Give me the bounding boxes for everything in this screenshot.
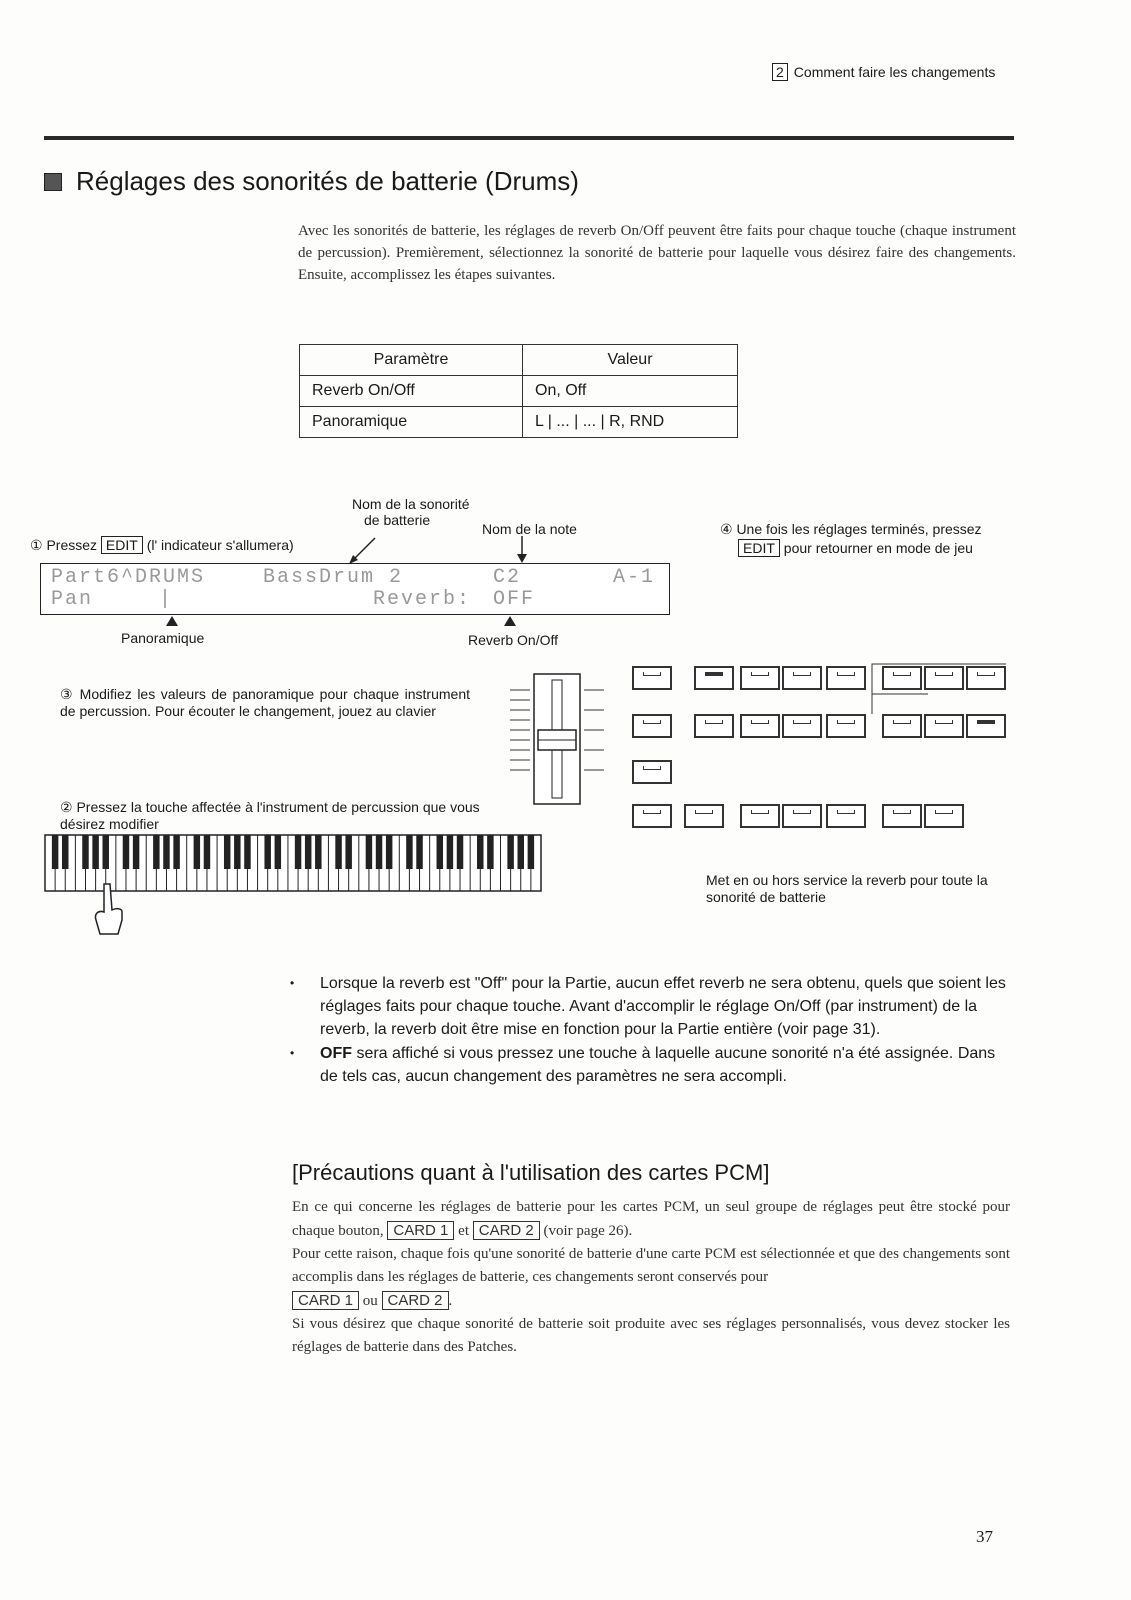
body-text: Pour cette raison, chaque fois qu'une sonorité de batterie d'une carte PCM est sélectionnée et que des changements sont accomplis dans les réglages de batterie, ces changements seront conservés pour [292,1246,1010,1285]
list-item: • Lorsque la reverb est "Off" pour la Partie, aucun effet reverb ne sera obtenu, quels que soient les réglages faits pour chaque touche. Avant d'accomplir le réglage On/Off (par instrument) de la reverb, la reverb doit être mise en fonction pour la Partie entière (voir page 31). [290,972,1010,1041]
black-key [102,835,108,869]
pan-slider-icon [508,670,608,810]
black-key [447,835,453,869]
step1-instruction [30,537,294,554]
table-cell: On, Off [523,376,738,407]
table-row [300,376,738,407]
lcd-reverb-label: Reverb: [373,588,472,611]
card2-key-icon: CARD 2 [473,1221,540,1240]
lcd-pan-value: | [159,588,174,611]
step4-line2: pour retourner en mode de jeu [783,540,973,556]
panel-button [632,804,672,828]
black-key [315,835,321,869]
panel-button [826,714,866,738]
edit-key-icon: EDIT [738,539,780,557]
black-key [477,835,483,869]
panel-button [924,804,964,828]
label-note-name: Nom de la note [482,521,577,537]
section-title: Comment faire les changements [793,64,996,80]
page-header [772,64,995,80]
card2-key-icon: CARD 2 [382,1291,449,1310]
black-key [123,835,129,869]
pan-pointer-icon [166,616,178,626]
header-rule [44,136,1014,140]
black-key [416,835,422,869]
step4-instruction [720,521,1020,556]
pointer-arrow-icon [345,536,385,566]
black-key [275,835,281,869]
black-key [305,835,311,869]
lcd-pan-label: Pan [51,588,94,611]
reverb-all-note: Met en ou hors service la reverb pour toute la sonorité de batterie [706,872,988,905]
panel-button [632,714,672,738]
black-key [487,835,493,869]
panel-button [632,666,672,690]
panel-button [694,714,734,738]
panel-button [740,666,780,690]
step1-text: ① Pressez [30,537,98,553]
table-header-cell: Paramètre [300,345,523,376]
step4-line1: ④ Une fois les réglages terminés, pressez [720,521,982,537]
black-key [437,835,443,869]
lcd-display [40,563,670,615]
black-key [366,835,372,869]
table-cell: Panoramique [300,407,523,438]
black-key [62,835,68,869]
label-pan: Panoramique [121,630,205,646]
notes-list [290,972,1010,1089]
black-key [163,835,169,869]
list-item-text: sera affiché si vous pressez une touche à laquelle aucune sonorité n'a été assignée. Dans de tels cas, aucun changement des paramètres ne sera accompli. [320,1045,996,1085]
label-sound-name-line1: Nom de la sonorité [352,496,470,512]
label-sound-name [352,496,470,528]
bracket-line-icon [868,654,1010,734]
black-key [194,835,200,869]
panel-button [826,666,866,690]
panel-button [694,666,734,690]
panel-button [740,714,780,738]
black-key [204,835,210,869]
black-key [406,835,412,869]
black-key [345,835,351,869]
table-header-row [300,345,738,376]
parameter-table [299,344,738,438]
panel-button [740,804,780,828]
panel-button [782,804,822,828]
lcd-reverb-value: OFF [493,588,536,611]
page-title-block [44,166,579,197]
black-key [507,835,513,869]
black-key [153,835,159,869]
label-sound-name-line2: de batterie [364,512,431,528]
panel-button [632,760,672,784]
table-cell: L | ... | ... | R, RND [523,407,738,438]
step3-instruction: ③ Modifiez les valeurs de panoramique pour chaque instrument de percussion. Pour écouter le changement, jouez au clavier [60,686,470,719]
body-text: Si vous désirez que chaque sonorité de batterie soit produite avec ses réglages personnalisés, vous devez stocker les réglages de batterie dans des Patches. [292,1316,1010,1355]
subheading: [Précautions quant à l'utilisation des cartes PCM] [292,1160,770,1185]
body-text: (voir page 26). [543,1223,633,1239]
black-key [295,835,301,869]
table-header-cell: Valeur [523,345,738,376]
table-row [300,407,738,438]
black-key [457,835,463,869]
off-bold-text: OFF [320,1045,352,1062]
lcd-patch: A-1 [613,566,656,589]
square-bullet-icon [44,173,62,191]
panel-button [826,804,866,828]
card1-key-icon: CARD 1 [292,1291,359,1310]
edit-key-icon: EDIT [101,536,143,554]
body-text: En ce qui concerne les réglages de batterie pour les cartes PCM, un seul groupe de réglages peut être stocké pour chaque bouton, [292,1199,1010,1239]
black-key [234,835,240,869]
black-key [335,835,341,869]
down-arrow-icon [512,536,532,564]
panel-button [684,804,724,828]
black-key [518,835,524,869]
panel-button [782,714,822,738]
black-key [376,835,382,869]
intro-paragraph: Avec les sonorités de batterie, les réglages de reverb On/Off peuvent être faits pour chaque touche (chaque instrument de percussion). Premièrement, sélectionnez la sonorité de batterie pour laquelle vous désirez faire des changements. Ensuite, accomplissez les étapes suivantes. [298,223,1016,283]
label-reverb: Reverb On/Off [468,632,559,648]
reverb-pointer-icon [504,616,516,626]
lcd-part: Part6^DRUMS [51,566,206,589]
black-key [82,835,88,869]
card1-key-icon: CARD 1 [387,1221,454,1240]
body-text: et [458,1223,469,1239]
page-title: Réglages des sonorités de batterie (Drums) [76,166,579,196]
table-cell: Reverb On/Off [300,376,523,407]
pointing-hand-icon [88,882,128,942]
black-key [224,835,230,869]
body-text: ou [362,1293,378,1309]
pcm-paragraph: En ce qui concerne les réglages de batterie pour les cartes PCM, un seul groupe de réglages peut être stocké pour chaque bouton, CARD 1 et CARD 2 (voir page 26). Pour cette raison, chaque fois qu'une sonorité de batterie d'une carte PCM est sélectionnée et que des changements sont accomplis dans les réglages de batterie, ces changements seront conservés pour CARD 1 ou CARD 2 . Si vous désirez que chaque sonorité de batterie soit produite avec ses réglages personnalisés, vous devez stocker les réglages de batterie dans des Patches. [292,1199,1010,1355]
section-number: 2 [772,63,788,81]
panel-button [882,804,922,828]
black-key [133,835,139,869]
black-key [386,835,392,869]
black-key [244,835,250,869]
lcd-sound-name: BassDrum 2 [263,566,404,589]
black-key [264,835,270,869]
page-number: 37 [976,1527,993,1546]
black-key [173,835,179,869]
black-key [52,835,58,869]
lcd-note: C2 [493,566,522,589]
step1-suffix: (l' indicateur s'allumera) [146,537,294,553]
panel-button [782,666,822,690]
list-item [290,1042,1010,1088]
step2-instruction: ② Pressez la touche affectée à l'instrument de percussion que vous désirez modifier [60,799,480,832]
black-key [528,835,534,869]
black-key [92,835,98,869]
